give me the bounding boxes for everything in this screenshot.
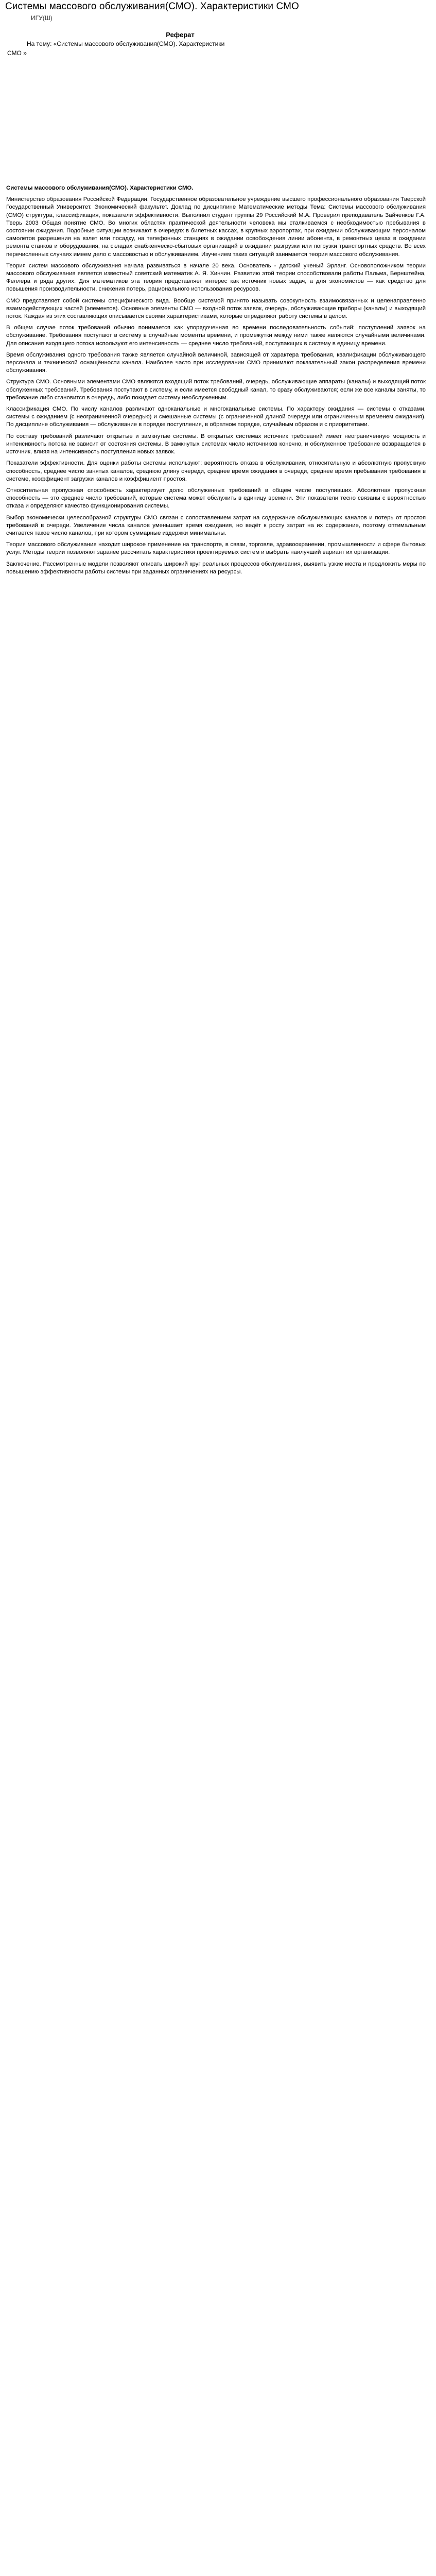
referat-topic: На тему: «Системы массового обслуживания(СМО). Характеристики <box>27 40 225 47</box>
body-paragraph: В общем случае поток требований обычно понимается как упорядоченная во времени последовательность событий: поступлений заявок на обслуживание. Требования поступают в систему в случайные моменты времени, и промежутки между ними также являются случайными величинами. Для описания входящего потока используют его интенсивность — среднее число требований, поступающих в систему в единицу времени. <box>6 325 426 347</box>
body-paragraph: Заключение. Рассмотренные модели позволяют описать широкий круг реальных процессов обслуживания, выявить узкие места и предложить меры по повышению эффективности работы системы при заданных ограничениях на ресурсы. <box>6 561 426 575</box>
document-title: Системы массового обслуживания(СМО). Характеристики СМО <box>5 1 299 12</box>
body-paragraph: Показатели эффективности. Для оценки работы системы используют: вероятность отказа в обслуживании, относительную и абсолютную пропускную способность, среднее число занятых каналов, среднюю длину очереди, среднее время ожидания в очереди, среднее время пребывания требования в системе, коэффициент загрузки каналов и коэффициент простоя. <box>6 460 426 482</box>
referat-org: СМО » <box>7 49 27 57</box>
body-paragraph: Время обслуживания одного требования также является случайной величиной, зависящей от характера требования, квалификации обслуживающего персонала и технической оснащённости канала. Наиболее часто при исследовании СМО принимают показательный закон распределения времени обслуживания. <box>6 351 426 374</box>
body-paragraph: Министерство образования Российской Федерации. Государственное образовательное учреждение высшего профессионального образования Тверской Государственный Университет. Экономический факультет. Доклад по дисциплине Математические методы Тема: Системы массового обслуживания (СМО) структура, классификация, показатели эффективности. Выполнил студент группы 29 Российский М.А. Проверил преподаватель Зайченков Г.А. Тверь 2003 Общая понятие СМО. Во многих областях практической деятельности человека мы сталкиваемся с необходимостью пребывания в состоянии ожидания. Подобные ситуации возникают в очередях в билетных кассах, в крупных аэропортах, при ожидании обслуживающим персоналом самолетов разрешения на взлет или посадку, на телефонных станциях в ожидании освобождения линии абонента, в ремонтных цехах в ожидании ремонта станков и оборудования, на складах снабженческо-сбытовых организаций в ожидании разгрузки или погрузки транспортных средств. Во всех перечисленных случаях имеем дело с массовостью и обслуживанием. Изучением таких ситуаций занимается теория массового обслуживания. <box>6 196 426 258</box>
section-heading: Системы массового обслуживания(СМО). Характеристики СМО. <box>6 185 194 191</box>
body-paragraph: По составу требований различают открытые и замкнутые системы. В открытых системах источник требований имеет неограниченную мощность и интенсивность потока не зависит от состояния системы. В замкнутых системах число источников конечно, и обслуженное требование возвращается в источник, влияя на интенсивность поступления новых заявок. <box>6 433 426 455</box>
document-body <box>6 181 426 580</box>
body-paragraph: Структура СМО. Основными элементами СМО являются входящий поток требований, очередь, обслуживающие аппараты (каналы) и выходящий поток обслуженных требований. Требования поступают в систему, и если имеется свободный канал, то сразу обслуживаются; если же все каналы заняты, то требование либо становится в очередь, либо покидает систему необслуженным. <box>6 379 426 401</box>
body-paragraph: Относительная пропускная способность характеризует долю обслуженных требований в общем числе поступивших. Абсолютная пропускная способность — это среднее число требований, которые система может обслужить в единицу времени. Эти показатели тесно связаны с вероятностью отказа и определяют качество функционирования системы. <box>6 487 426 510</box>
body-paragraph: Классификация СМО. По числу каналов различают одноканальные и многоканальные системы. По характеру ожидания — системы с отказами, системы с ожиданием (с неограниченной очередью) и смешанные системы (с ограниченной длиной очереди или ограниченным временем ожидания). По дисциплине обслуживания — обслуживание в порядке поступления, в обратном порядке, случайным образом и с приоритетами. <box>6 406 426 428</box>
referat-label: Реферат <box>166 31 195 39</box>
document-subtitle: ИГУ(Ш) <box>31 14 53 22</box>
body-paragraph: Теория массового обслуживания находит широкое применение на транспорте, в связи, торговле, здравоохранении, промышленности и сфере бытовых услуг. Методы теории позволяют заранее рассчитать характеристики проектируемых систем и выбрать наилучший вариант их организации. <box>6 541 426 556</box>
body-paragraph: СМО представляет собой системы специфического вида. Вообще системой принято называть совокупность взаимосвязанных и целенаправленно взаимодействующих частей (элементов). Основные элементы СМО — входной поток заявок, очередь, обслуживающие приборы (каналы) и выходящий поток. Каждая из этих составляющих описывается своими характеристиками, которые определяют работу системы в целом. <box>6 297 426 320</box>
body-paragraph: Теория систем массового обслуживания начала развиваться в начале 20 века. Основатель - датский ученый Эрланг. Основоположником теории массового обслуживания является известный советский математик А. Я. Хинчин. Развитию этой теории способствовали работы Пальма, Бернштейна, Феллера и ряда других. Для математиков эта теория представляет интерес как источник новых задач, а для экономистов — как средство для повышения производительности, снижения потерь, рационального использования ресурсов. <box>6 262 426 293</box>
body-paragraph: Выбор экономически целесообразной структуры СМО связан с сопоставлением затрат на содержание обслуживающих каналов и потерь от простоя требований в очереди. Увеличение числа каналов уменьшает время ожидания, но ведёт к росту затрат на их содержание, поэтому оптимальным считается такое число каналов, при котором суммарные издержки минимальны. <box>6 514 426 536</box>
